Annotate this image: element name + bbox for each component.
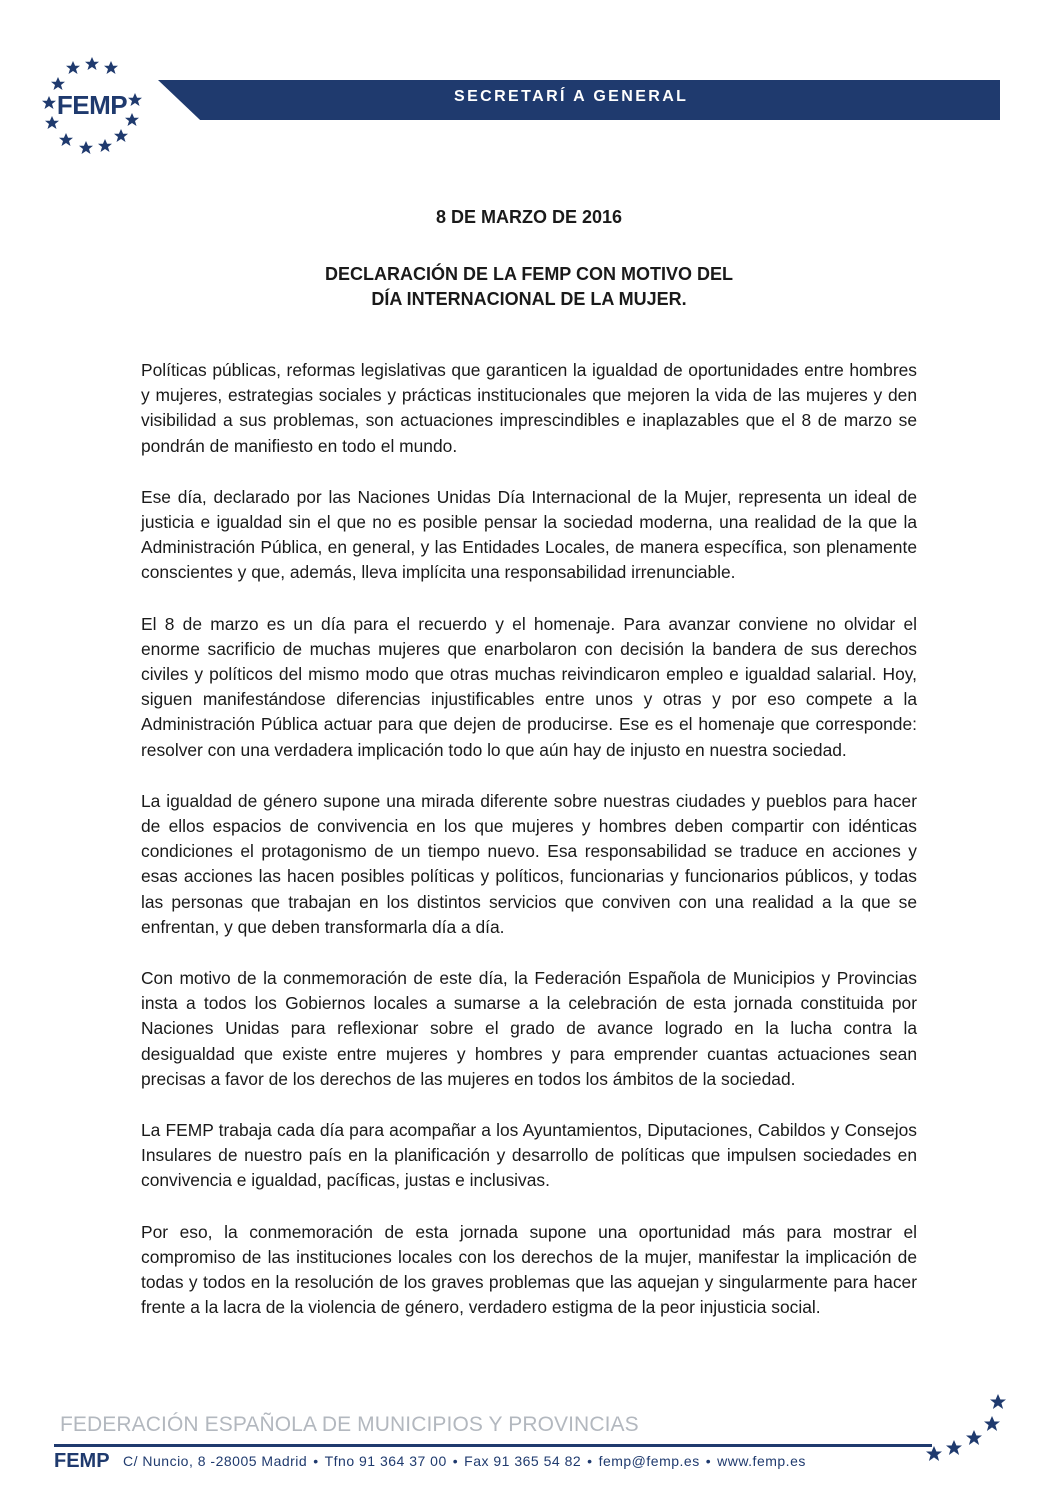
title-line-2: DÍA INTERNACIONAL DE LA MUJER. [371, 289, 687, 309]
title-line-1: DECLARACIÓN DE LA FEMP CON MOTIVO DEL [324, 264, 733, 284]
footer-email[interactable]: femp@femp.es [598, 1453, 700, 1469]
paragraph: Ese día, declarado por las Naciones Unidas Día Internacional de la Mujer, representa un ideal de justicia e igualdad sin el que no es posible pensar la sociedad moderna, una realidad de la que la Administración Pública, en general, y las Entidades Locales, de manera específica, son plenamente conscientes y que, además, lleva implícita una responsabilidad irrenunciable. [141, 486, 917, 583]
footer-fax: Fax 91 365 54 82 [464, 1453, 582, 1469]
footer-logo: FEMP [54, 1450, 110, 1472]
secretaria-general-label: SECRETARÍ A GENERAL [454, 88, 689, 105]
paragraph: Por eso, la conmemoración de esta jornada supone una oportunidad más para mostrar el compromiso de las instituciones locales con los derechos de la mujer, manifestar la implicación de todas y todos en la resolución de los graves problemas que las aquejan y singularmente para hacer frente a la lacra de la violencia de género, verdadero estigma de la peor injusticia social. [141, 1221, 917, 1318]
footer-address: C/ Nuncio, 8 -28005 Madrid [123, 1453, 308, 1469]
paragraph: Políticas públicas, reformas legislativas que garanticen la igualdad de oportunidades entre hombres y mujeres, estrategias sociales y prácticas institucionales que mejoren la vida de las mujeres y den visibilidad a sus problemas, son actuaciones imprescindibles e inaplazables que el 8 de marzo se pondrán de manifiesto en todo el mundo. [141, 360, 917, 456]
paragraph: La FEMP trabaja cada día para acompañar a los Ayuntamientos, Diputaciones, Cabildos y Consejos Insulares de nuestro país en la planificación y desarrollo de políticas que impulsen sociedades en convivencia e igualdad, pacíficas, justas e inclusivas. [141, 1120, 917, 1191]
logo-text: FEMP [56, 90, 128, 120]
footer-federation-name: FEDERACIÓN ESPAÑOLA DE MUNICIPIOS Y PROVINCIAS [60, 1413, 639, 1436]
paragraph: El 8 de marzo es un día para el recuerdo y el homenaje. Para avanzar conviene no olvidar el enorme sacrificio de muchas mujeres que enarbolaron con decisión la bandera de sus derechos civiles y políticos del mismo modo que otras muchas reivindicaron empleo e igualdad salarial. Hoy, siguen manifestándose diferencias injustificables entre unos y otras y por eso compete a la Administración Pública actuar para que dejen de producirse. Ese es el homenaje que corresponde: resolver con una verdadera implicación todo lo que aún hay de injusto en nuestra sociedad. [141, 613, 917, 760]
footer-website[interactable]: www.femp.es [717, 1453, 806, 1469]
bullet-separator: • [313, 1453, 319, 1469]
paragraph: Con motivo de la conmemoración de este día, la Federación Española de Municipios y Provincias insta a todos los Gobiernos locales a sumarse a la celebración de esta jornada constituida por Naciones Unidas para reflexionar sobre el grado de avance logrado en la lucha contra la desigualdad que existe entre mujeres y hombres y para emprender cuantas actuaciones sean precisas a favor de los derechos de las mujeres en todos los ámbitos de la sociedad. [141, 968, 917, 1089]
footer-stars-icon [920, 1392, 1012, 1464]
footer-contact [123, 1453, 806, 1469]
document-title [0, 262, 1058, 312]
bullet-separator: • [705, 1453, 712, 1469]
document-body [141, 358, 917, 1347]
bullet-separator: • [587, 1453, 593, 1469]
paragraph: La igualdad de género supone una mirada diferente sobre nuestras ciudades y pueblos para hacer de ellos espacios de convivencia en los que mujeres y hombres deben compartir con idénticas condiciones el protagonismo de un tiempo nuevo. Esa responsabilidad se traduce en acciones y esas acciones las hacen posibles políticas y políticos, funcionarias y funcionarios públicos, y todas las personas que trabajan en los distintos servicios que conviven con una realidad a la que se enfrentan, y que deben transformarla día a día. [141, 790, 917, 937]
footer-divider [54, 1444, 932, 1447]
femp-logo [38, 56, 146, 156]
bullet-separator: • [452, 1453, 459, 1469]
document-date: 8 DE MARZO DE 2016 [435, 207, 623, 227]
footer-phone: Tfno 91 364 37 00 [324, 1453, 447, 1469]
